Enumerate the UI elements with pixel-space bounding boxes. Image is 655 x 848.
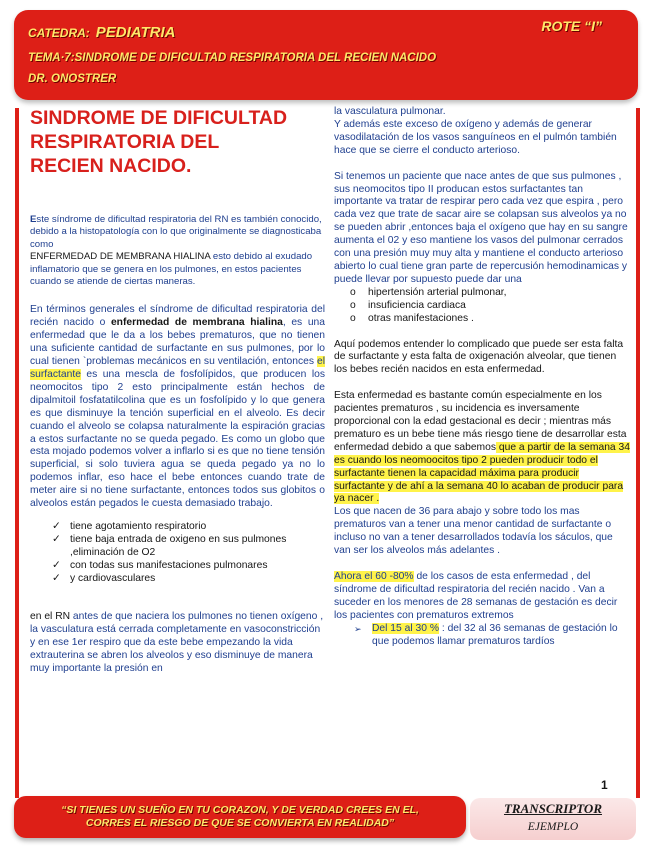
catedra-line — [28, 24, 176, 41]
right-column — [334, 106, 630, 648]
check-icon: ✓ — [52, 533, 61, 545]
list-item: ➢ Del 15 al 30 % : del 32 al 36 semanas de gestación lo que podemos llamar prematuros tardíos — [354, 622, 618, 647]
right-margin-bar — [636, 108, 640, 798]
doctor-name: DR. ONOSTRER — [28, 73, 117, 85]
newborn-text: antes de que naciera los pulmones no tienen oxígeno , la vasculatura está cerrada completamente en vasoconstricción y en ese 1er respiro que da este bebe empezando la vida extrauterina se abren los alveolos y eso disminuye de manera muy importante la presión en — [30, 611, 324, 675]
check-icon: ✓ — [52, 520, 61, 532]
highlight-15-30: Del 15 al 30 % — [372, 622, 439, 634]
list-item: o otras manifestaciones . — [350, 312, 474, 324]
page-number: 1 — [601, 778, 608, 792]
newborn-paragraph — [30, 611, 325, 676]
symptom-checklist — [30, 521, 325, 586]
left-margin-bar — [15, 108, 19, 798]
intro-emphasis: ENFERMEDAD DE MEMBRANA HIALINA — [30, 251, 211, 263]
statistics-paragraph — [334, 571, 630, 623]
title-line-1: SINDROME DE DIFICULTAD — [30, 107, 288, 129]
transcriptor-label: TRANSCRIPTOR — [503, 801, 602, 816]
premature-paragraph: Si tenemos un paciente que nace antes de que sus pulmones , sus neomocitos tipo II producan estos surfactantes tan importante va tratar de respirar pero cada vez que espira , pero cada vez que trate de sacar aire se colapsan sus alveolos ya no se pueden abrir ,entonces baja el oxígeno que hay en su sangre aumenta el 02 y eso mantiene los vasos del pulmonar cerrados con una presión muy muy alta y mantiene el conducto arterioso abierto lo cual tiene gran parte de repercusión hemodinamicas y puede llevar por supuesto puede dar una — [334, 170, 628, 285]
check-icon: ✓ — [52, 572, 61, 584]
circle-bullet-icon: o — [350, 312, 356, 324]
quote-line-2: CORRES EL RIESGO DE QUE SE CONVIERTA EN REALIDAD” — [85, 817, 395, 829]
complications-list — [334, 287, 630, 326]
intro-paragraph — [30, 214, 325, 288]
transcriptor-name: EJEMPLO — [527, 821, 579, 833]
statistics-text: de los casos de esta enfermedad , del síndrome de dificultad respiratoria del recién nacido . Van a suceder en los menores de 28 semanas de gestación es decir los pacientes con prematuros extremos — [334, 571, 618, 621]
incidence-paragraph — [334, 390, 630, 506]
def-text-d: es una mescla de fosfolípidos, que producen los neomocitos tipo 2 esto principalmente están hechos de dipalmitoil fosfatatilcolina que es un fosfolípido y lo que genera es que disminuye la tención superficial en el alveolo. Es decir cuando el alveolo se colapsa naturalmente la espiración gracias a estos surfactante no se queda pegado. Es como un globo que esta mojado podemos volver a inflarlo si es que no tiene tensión superficial, si solo tuviera agua se queda pegado ya no lo podemos inflar, eso hace el bebe entonces cuando trate de meter aire si no tiene surfactante, entonces todos sus globitos o alveolos están pegados le cuesta demasiado trabajo. — [30, 368, 325, 510]
transcriptor-box — [470, 798, 636, 840]
def-emphasis: enfermedad de membrana hialina — [110, 317, 283, 329]
checklist-item: ✓ tiene baja entrada de oxigeno en sus pulmones ,eliminación de O2 — [52, 533, 287, 558]
highlight-week-34: que a partir de la semana 34 es cuando los neomoocitos tipo 2 pueden producir todo el surfactante tienen la capacidad máxima para producir surfactante y de ahí a la semana 40 lo acaban de producir para ya nacer . — [334, 441, 630, 505]
circle-bullet-icon: o — [350, 286, 356, 298]
list-item: o hipertensión arterial pulmonar, — [350, 286, 507, 298]
title-line-3: RECIEN NACIDO. — [30, 155, 192, 177]
newborn-lead: en el RN — [30, 611, 71, 623]
catedra-value: PEDIATRIA — [95, 24, 176, 41]
footer-quote-banner — [14, 796, 466, 838]
circle-bullet-icon: o — [350, 299, 356, 311]
late-preterm-list — [334, 623, 630, 649]
def-text-c: , es una enfermedad que le da a los bebes prematuros, que no tienen una suficiente cantidad de surfactante en sus pulmones, por lo cual tienen `problemas mecánicos en su ventilación, entonces — [30, 317, 325, 368]
incidence-text: Esta enfermedad es bastante común especialmente en los pacientes prematuros , su incidencia es inversamente proporcional con la edad gestacional es decir ; mientras más prematuro es un bebe tiene más riesgo tiene de desarrollar esta enfermedad debido a que sabemos — [334, 390, 627, 453]
rote-label: ROTE “I” — [541, 18, 602, 34]
checklist-item: ✓ tiene agotamiento respiratorio — [52, 520, 207, 532]
check-icon: ✓ — [52, 559, 61, 571]
summary-paragraph: Aquí podemos entender lo complicado que puede ser esta falta de surfactante y esta falta de oxigenación alveolar, que tienen los bebes recién nacidos en esta enfermedad. — [334, 338, 624, 376]
checklist-item: ✓ y cardiovasculares — [52, 572, 156, 584]
tema-title: TEMA·7:SINDROME DE DIFICULTAD RESPIRATORIA DEL RECIEN NACIDO — [28, 52, 437, 64]
left-column — [30, 106, 325, 676]
quote-line-1: “SI TIENES UN SUEÑO EN TU CORAZON, Y DE VERDAD CREES EN EL, — [61, 804, 419, 816]
catedra-label: CATEDRA: — [28, 26, 90, 40]
document-title — [30, 106, 325, 178]
checklist-item: ✓ con todas sus manifestaciones pulmonares — [52, 559, 268, 571]
header-banner — [14, 10, 638, 100]
list-item: o insuficiencia cardiaca — [350, 299, 466, 311]
intro-rest: esto debido al exudado inflamatorio que se genera en los pulmones, en estos pacientes cuando se atiende de ciertas maneras. — [30, 251, 313, 288]
footer-quote — [14, 804, 466, 830]
right-p2: Y además este exceso de oxígeno y además de generar vasodilatación de los vasos sanguíneos en el pulmón también hace que se cierre el conducto arterioso. — [334, 118, 617, 156]
definition-paragraph — [30, 304, 325, 511]
right-p1: la vasculatura pulmonar. — [334, 106, 446, 117]
dropcap: E — [30, 214, 37, 225]
highlight-surfactante: el surfactante — [30, 356, 325, 380]
def-text-a: En términos generales el síndrome de dificultad respiratoria del recién nacido o — [30, 304, 325, 329]
arrow-bullet-icon: ➢ — [354, 623, 362, 634]
highlight-60-80: Ahora el 60 -80% — [334, 571, 414, 582]
intro-text: ste síndrome de dificultad respiratoria del RN es también conocido, debido a la histopatología con lo que originalmente se diagnosticaba como — [30, 214, 322, 250]
under-36-paragraph: Los que nacen de 36 para abajo y sobre todo los mas prematuros van a tener una menor cantidad de surfactante o incluso no van a tener desarrollados todavía los sáculos, que van ser los alveolos más adelantes . — [334, 506, 613, 557]
title-line-2: RESPIRATORIA DEL — [30, 131, 220, 153]
